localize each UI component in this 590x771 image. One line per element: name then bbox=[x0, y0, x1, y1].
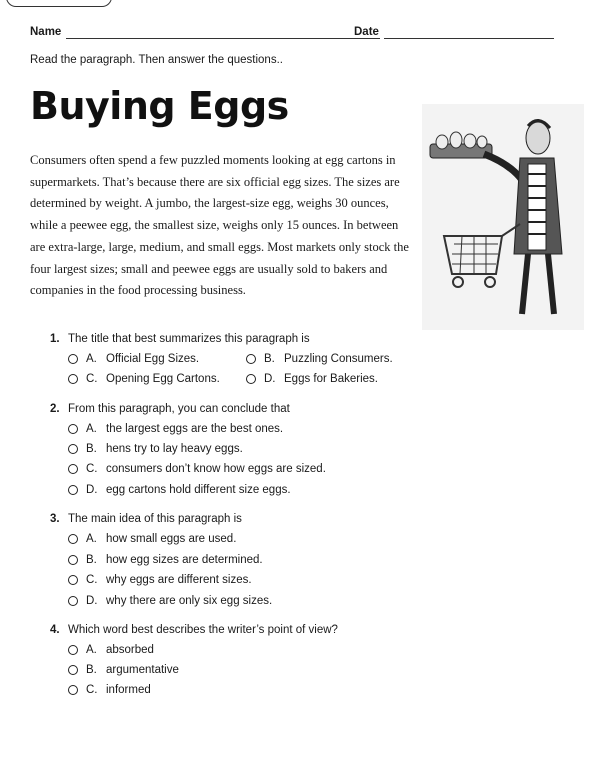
answer-option-2c[interactable] bbox=[68, 462, 326, 476]
question-text: The main idea of this paragraph is bbox=[68, 513, 242, 525]
answer-option-2b[interactable] bbox=[68, 442, 243, 456]
option-text: consumers don’t know how eggs are sized. bbox=[106, 463, 326, 475]
answer-option-4b[interactable] bbox=[68, 663, 179, 677]
radio-circle-icon[interactable] bbox=[68, 575, 78, 585]
question-text: The title that best summarizes this paragraph is bbox=[68, 333, 310, 345]
radio-circle-icon[interactable] bbox=[68, 464, 78, 474]
radio-circle-icon[interactable] bbox=[68, 596, 78, 606]
answer-option-1c[interactable] bbox=[68, 372, 220, 386]
option-text: Eggs for Bakeries. bbox=[284, 373, 378, 385]
answer-option-1b[interactable] bbox=[246, 352, 393, 366]
option-text: argumentative bbox=[106, 664, 179, 676]
radio-circle-icon[interactable] bbox=[246, 374, 256, 384]
page-tab-decoration bbox=[6, 0, 112, 7]
name-field-line[interactable] bbox=[66, 38, 380, 39]
answer-option-1a[interactable] bbox=[68, 352, 199, 366]
option-text: how egg sizes are determined. bbox=[106, 554, 263, 566]
option-text: Opening Egg Cartons. bbox=[106, 373, 220, 385]
question-stem bbox=[50, 624, 338, 636]
radio-circle-icon[interactable] bbox=[68, 645, 78, 655]
option-letter: D. bbox=[86, 484, 98, 496]
option-letter: C. bbox=[86, 684, 98, 696]
option-letter: D. bbox=[86, 595, 98, 607]
option-letter: C. bbox=[86, 373, 98, 385]
question-number: 4. bbox=[50, 624, 60, 636]
option-text: informed bbox=[106, 684, 151, 696]
option-letter: B. bbox=[86, 443, 97, 455]
name-label: Name bbox=[30, 26, 62, 38]
radio-circle-icon[interactable] bbox=[68, 685, 78, 695]
question-number: 1. bbox=[50, 333, 60, 345]
radio-circle-icon[interactable] bbox=[68, 534, 78, 544]
answer-option-4c[interactable] bbox=[68, 683, 151, 697]
answer-option-2d[interactable] bbox=[68, 483, 291, 497]
answer-option-4a[interactable] bbox=[68, 643, 154, 657]
instructions: Read the paragraph. Then answer the questions.. bbox=[30, 54, 283, 66]
radio-circle-icon[interactable] bbox=[68, 444, 78, 454]
name-date-row bbox=[30, 26, 554, 42]
question-number: 2. bbox=[50, 403, 60, 415]
option-text: egg cartons hold different size eggs. bbox=[106, 484, 291, 496]
radio-circle-icon[interactable] bbox=[68, 665, 78, 675]
option-text: why there are only six egg sizes. bbox=[106, 595, 273, 607]
date-field-line[interactable] bbox=[384, 38, 554, 39]
reading-paragraph: Consumers often spend a few puzzled moments looking at egg cartons in supermarkets. That’s because there are six official egg sizes. The sizes are determined by weight. A jumbo, the largest-size egg, weighs 30 ounces, while a peewee egg, the smallest size, weighs only 15 ounces. In between are extra-large, large, medium, and small eggs. Most markets only stock the four largest sizes; small and peewee eggs are usually sold to bakers and companies in the food processing business. bbox=[30, 153, 409, 298]
option-text: Official Egg Sizes. bbox=[106, 353, 200, 365]
question-text: Which word best describes the writer’s point of view? bbox=[68, 624, 338, 636]
radio-circle-icon[interactable] bbox=[68, 424, 78, 434]
man-with-egg-carton-image bbox=[422, 104, 584, 330]
option-text: how small eggs are used. bbox=[106, 533, 237, 545]
shopper-illustration bbox=[422, 104, 584, 330]
answer-option-2a[interactable] bbox=[68, 422, 283, 436]
option-letter: A. bbox=[86, 353, 97, 365]
answer-option-1d[interactable] bbox=[246, 372, 378, 386]
option-text: the largest eggs are the best ones. bbox=[106, 423, 284, 435]
radio-circle-icon[interactable] bbox=[68, 374, 78, 384]
question-stem bbox=[50, 513, 242, 525]
question-stem bbox=[50, 403, 290, 415]
question-number: 3. bbox=[50, 513, 60, 525]
answer-option-3c[interactable] bbox=[68, 573, 252, 587]
radio-circle-icon[interactable] bbox=[246, 354, 256, 364]
option-text: hens try to lay heavy eggs. bbox=[106, 443, 243, 455]
radio-circle-icon[interactable] bbox=[68, 555, 78, 565]
worksheet-title: Buying Eggs bbox=[30, 84, 289, 128]
option-letter: B. bbox=[86, 664, 97, 676]
answer-option-3b[interactable] bbox=[68, 553, 263, 567]
radio-circle-icon[interactable] bbox=[68, 485, 78, 495]
option-letter: A. bbox=[86, 533, 97, 545]
radio-circle-icon[interactable] bbox=[68, 354, 78, 364]
option-letter: B. bbox=[264, 353, 275, 365]
option-text: absorbed bbox=[106, 644, 154, 656]
option-text: Puzzling Consumers. bbox=[284, 353, 393, 365]
answer-option-3d[interactable] bbox=[68, 594, 272, 608]
option-letter: B. bbox=[86, 554, 97, 566]
option-letter: D. bbox=[264, 373, 276, 385]
question-text: From this paragraph, you can conclude that bbox=[68, 403, 290, 415]
option-text: why eggs are different sizes. bbox=[106, 574, 252, 586]
option-letter: A. bbox=[86, 423, 97, 435]
date-label: Date bbox=[354, 26, 379, 38]
option-letter: C. bbox=[86, 574, 98, 586]
option-letter: C. bbox=[86, 463, 98, 475]
answer-option-3a[interactable] bbox=[68, 532, 236, 546]
question-stem bbox=[50, 333, 310, 345]
option-letter: A. bbox=[86, 644, 97, 656]
